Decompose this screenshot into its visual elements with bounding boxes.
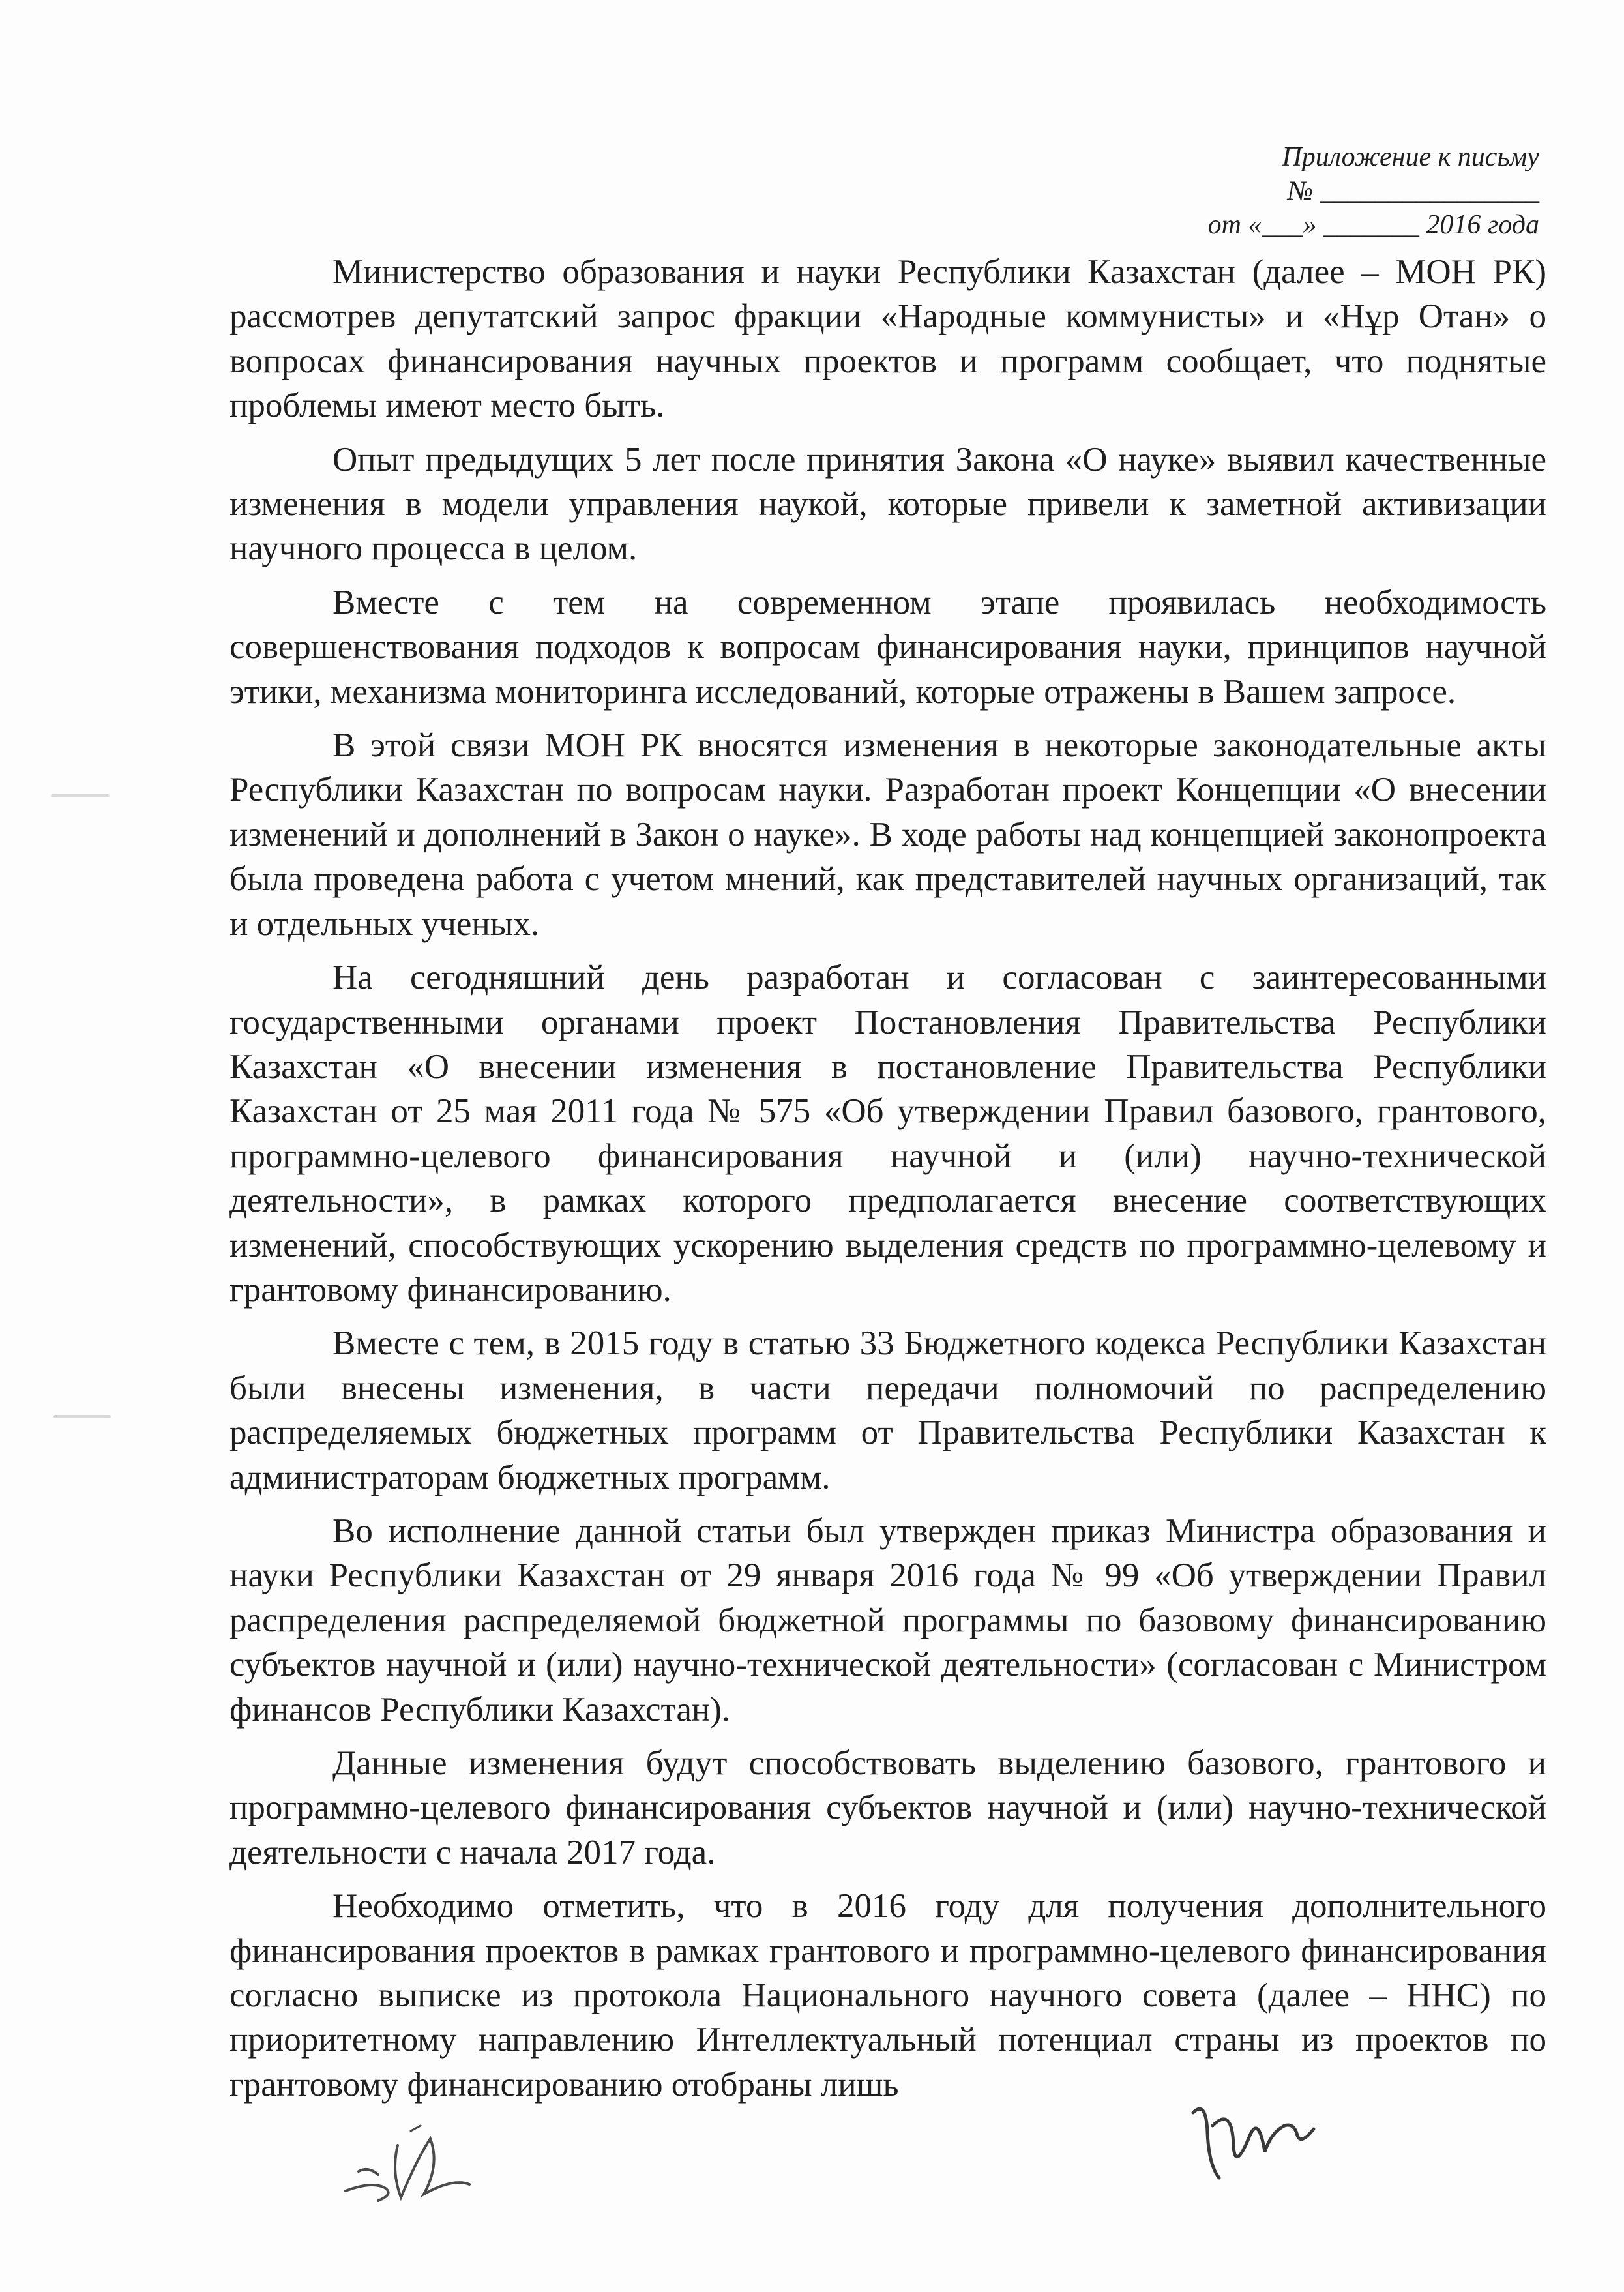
- body-paragraph: Министерство образования и науки Республики Казахстан (далее – МОН РК) рассмотрев депутатский запрос фракции «Народные коммунисты» и «Нұр Отан» о вопросах финансирования научных проектов и программ сообщает, что поднятые проблемы имеют место быть.: [229, 253, 1546, 425]
- initials-signature-left: [332, 2119, 489, 2210]
- body-paragraph: Вместе с тем, в 2015 году в статью 33 Бюджетного кодекса Республики Казахстан были внесены изменения, в части передачи полномочий по распределению распределяемых бюджетных программ от Правительства Республики Казахстан к администраторам бюджетных программ.: [229, 1324, 1546, 1496]
- body-paragraph: Данные изменения будут способствовать выделению базового, грантового и программно-целевого финансирования субъектов научной и (или) научно-технической деятельности с начала 2017 года.: [229, 1744, 1546, 1871]
- body-paragraph: Опыт предыдущих 5 лет после принятия Закона «О науке» выявил качественные изменения в модели управления наукой, которые привели к заметной активизации научного процесса в целом.: [229, 440, 1546, 568]
- body-paragraph: Вместе с тем на современном этапе проявилась необходимость совершенствования подходов к вопросам финансирования науки, принципов научной этики, механизма мониторинга исследований, которые отражены в Вашем запросе.: [229, 583, 1546, 711]
- letter-number-line: № ________________: [1287, 176, 1539, 206]
- letter-body: [229, 250, 1546, 2107]
- attachment-header: [1174, 140, 1539, 242]
- letter-date-line: от «___» _______ 2016 года: [1207, 210, 1539, 240]
- body-paragraph: На сегодняшний день разработан и согласован с заинтересованными государственными органами проект Постановления Правительства Республики Казахстан «О внесении изменения в постановление Правительства Республики Казахстан от 25 мая 2011 года № 575 «Об утверждении Правил базового, грантового, программно-целевого финансирования научной и (или) научно-технической деятельности», в рамках которого предполагается внесение соответствующих изменений, способствующих ускорению выделения средств по программно-целевому и грантовому финансированию.: [229, 959, 1546, 1309]
- attachment-title: Приложение к письму: [1282, 142, 1539, 172]
- scan-artifact-mark: [53, 1415, 111, 1418]
- body-paragraph: Необходимо отметить, что в 2016 году для получения дополнительного финансирования проектов в рамках грантового и программно-целевого финансирования согласно выписке из протокола Национального научного совета (далее – ННС) по приоритетному направлению Интеллектуальный потенциал страны из проектов по грантовому финансированию отобраны лишь: [229, 1887, 1546, 2104]
- body-paragraph: В этой связи МОН РК вносятся изменения в некоторые законодательные акты Республики Казахстан по вопросам науки. Разработан проект Концепции «О внесении изменений и дополнений в Закон о науке». В ходе работы над концепцией законопроекта была проведена работа с учетом мнений, как представителей научных организаций, так и отдельных ученых.: [229, 726, 1546, 943]
- scan-artifact-mark: [51, 794, 110, 797]
- signature-right: [1187, 2087, 1330, 2191]
- body-paragraph: Во исполнение данной статьи был утвержден приказ Министра образования и науки Республики Казахстан от 29 января 2016 года № 99 «Об утверждении Правил распределения распределяемой бюджетной программы по базовому финансированию субъектов научной и (или) научно-технической деятельности» (согласован с Министром финансов Республики Казахстан).: [229, 1511, 1546, 1729]
